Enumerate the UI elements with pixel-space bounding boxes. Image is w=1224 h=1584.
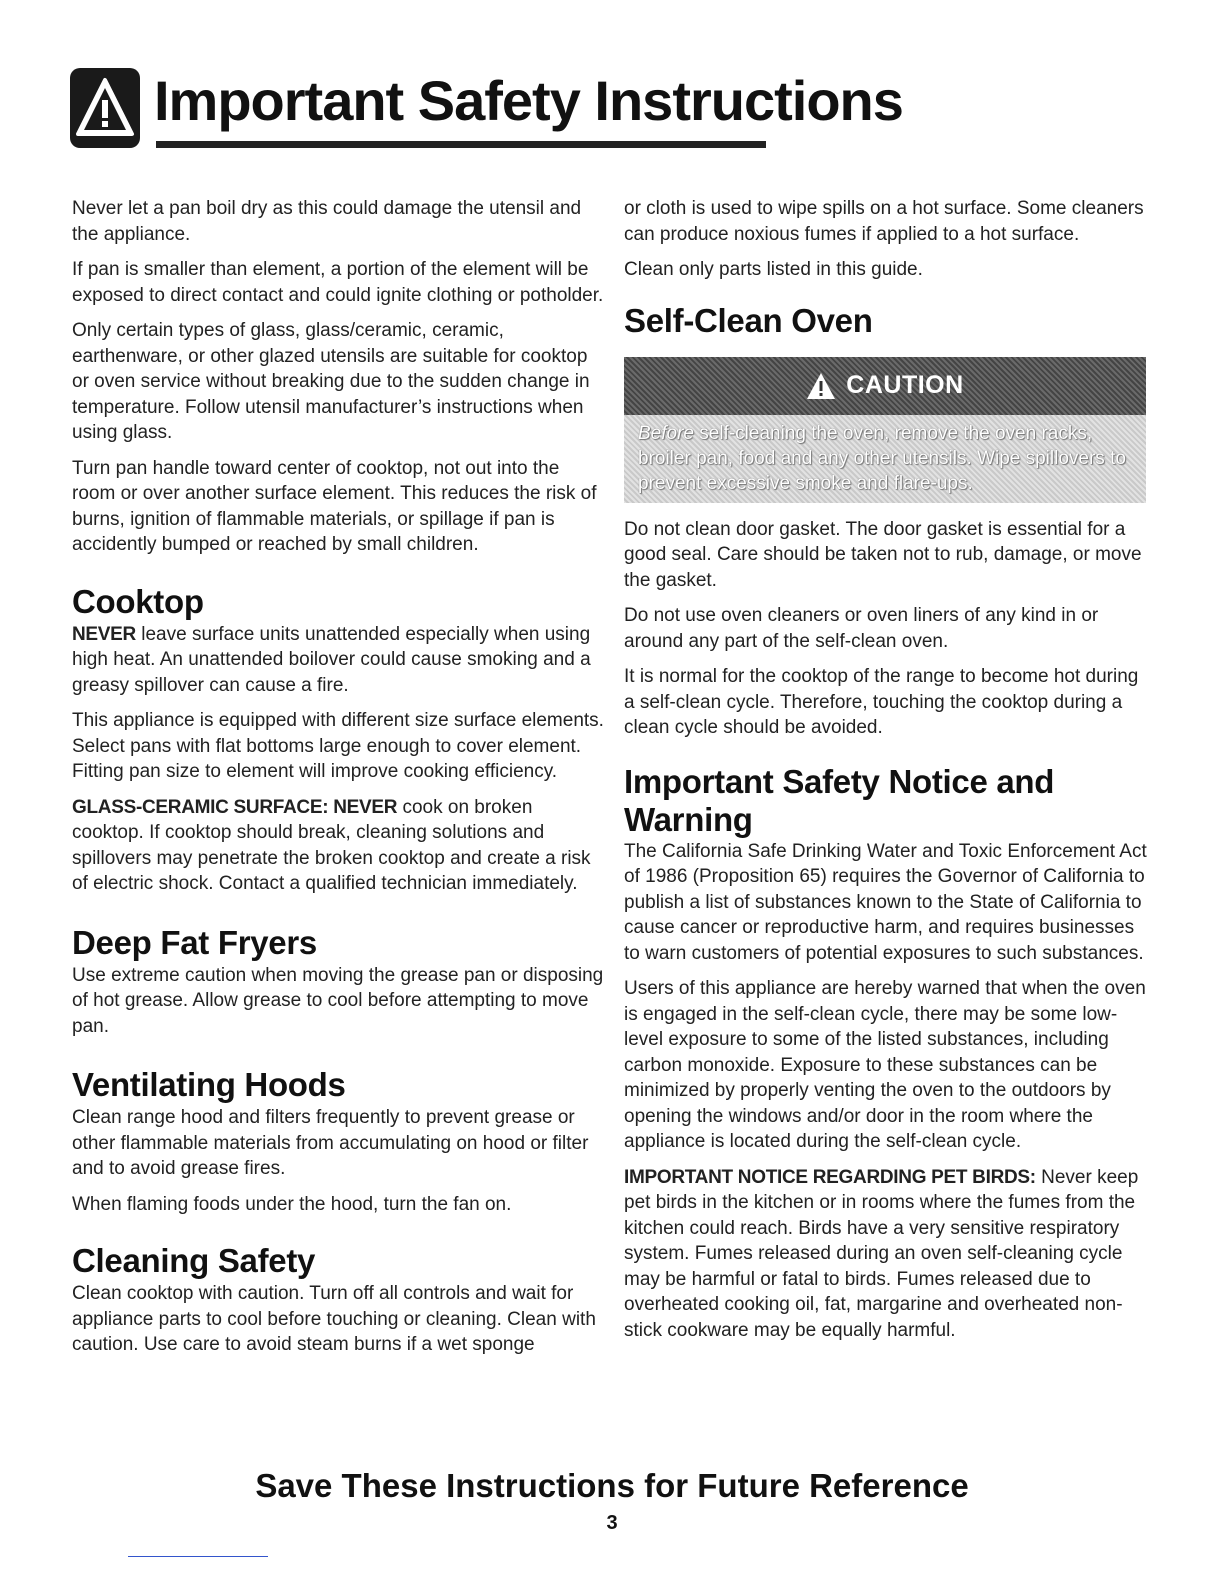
keyword: IMPORTANT NOTICE REGARDING PET BIRDS: <box>624 1166 1036 1188</box>
paragraph <box>624 1165 1148 1344</box>
paragraph: This appliance is equipped with different size surface elements. Select pans with flat bottoms large enough to cover element. Fitting pan size to element will improve cooking efficiency. <box>72 710 604 782</box>
paragraph-text: leave surface units unattended especially when using high heat. An unattended boilover could cause smoking and a greasy spillover can cause a fire. <box>72 623 591 696</box>
section-heading-self-clean-oven: Self-Clean Oven <box>624 301 873 339</box>
left-column <box>72 196 604 1358</box>
page-title: Important Safety Instructions <box>154 69 903 132</box>
page-number: 3 <box>606 1512 618 1534</box>
paragraph: It is normal for the cooktop of the range to become hot during a self-clean cycle. Therefore, touching the cooktop during a clean cycle should be avoided. <box>624 666 1139 738</box>
caution-box <box>624 357 1146 503</box>
paragraph: Clean only parts listed in this guide. <box>624 259 923 280</box>
paragraph: Never let a pan boil dry as this could damage the utensil and the appliance. <box>72 198 582 245</box>
paragraph-text: cook on broken cooktop. If cooktop should break, cleaning solutions and spillovers may penetrate the broken cooktop and create a risk of electric shock. Contact a qualified technician immediately. <box>72 796 591 894</box>
footer-reminder: Save These Instructions for Future Reference <box>255 1467 969 1504</box>
paragraph <box>72 795 604 897</box>
caution-header <box>624 357 1146 415</box>
keyword: GLASS-CERAMIC SURFACE: NEVER <box>72 796 398 818</box>
paragraph: Clean range hood and filters frequently to prevent grease or other flammable materials from accumulating on hood or filter and to avoid grease fires. <box>72 1107 589 1179</box>
caution-label: CAUTION <box>846 370 964 399</box>
section-heading-deep-fat-fryers: Deep Fat Fryers <box>72 923 317 961</box>
caution-emphasis: Before <box>638 422 694 444</box>
section-heading-safety-notice: Important Safety Notice and Warning <box>624 762 1055 838</box>
section-heading-cooktop: Cooktop <box>72 582 204 620</box>
paragraph: Do not clean door gasket. The door gasket is essential for a good seal. Care should be taken not to rub, damage, or move the gasket. <box>624 518 1142 591</box>
paragraph: Do not use oven cleaners or oven liners of any kind in or around any part of the self-clean oven. <box>624 605 1099 652</box>
section-heading-ventilating-hoods: Ventilating Hoods <box>72 1066 346 1103</box>
section-heading-cleaning-safety: Cleaning Safety <box>72 1242 316 1279</box>
paragraph-text: Never keep pet birds in the kitchen or in rooms where the fumes from the kitchen could reach. Birds have a very sensitive respiratory system. Fumes released during an oven self-cleaning cycle may be harmful or fatal to birds. Fumes released due to overheated cooking oil, fat, margarine and overheated non-stick cookware may be equally harmful. <box>624 1166 1139 1341</box>
paragraph: If pan is smaller than element, a portion of the element will be exposed to direct contact and could ignite clothing or potholder. <box>72 259 604 306</box>
paragraph <box>72 622 604 699</box>
paragraph: The California Safe Drinking Water and Toxic Enforcement Act of 1986 (Proposition 65) requires the Governor of California to publish a list of substances known to the State of California to cause cancer or reproductive harm, and requires businesses to warn customers of potential exposures to such substances. <box>624 840 1147 964</box>
right-column <box>624 196 1148 1343</box>
paragraph: When flaming foods under the hood, turn the fan on. <box>72 1193 512 1215</box>
warning-triangle-icon <box>70 68 140 148</box>
footnote-rule <box>128 1556 268 1557</box>
caution-triangle-icon <box>806 372 836 400</box>
keyword: NEVER <box>72 623 136 645</box>
paragraph: Turn pan handle toward center of cooktop, not out into the room or over another surface element. This reduces the risk of burns, ignition of flammable materials, or spillage if pan is accidently bumped or reached by small children. <box>72 457 597 555</box>
page-header <box>70 68 903 152</box>
paragraph: Use extreme caution when moving the grease pan or disposing of hot grease. Allow grease to cool before attempting to move pan. <box>72 964 604 1037</box>
caution-text <box>624 415 1146 496</box>
paragraph: Clean cooktop with caution. Turn off all controls and wait for appliance parts to cool before touching or cleaning. Clean with caution. Use care to avoid steam burns if a wet sponge <box>72 1283 596 1355</box>
paragraph: or cloth is used to wipe spills on a hot surface. Some cleaners can produce noxious fumes if applied to a hot surface. <box>624 198 1144 245</box>
paragraph: Only certain types of glass, glass/ceramic, ceramic, earthenware, or other glazed utensils are suitable for cooktop or oven service without breaking due to the sudden change in temperature. Follow utensil manufacturer’s instructions when using glass. <box>72 320 590 443</box>
caution-body: self-cleaning the oven, remove the oven racks, broiler pan, food and any other utensils. Wipe spillovers to prevent excessive smoke and flare-ups. <box>638 422 1126 494</box>
paragraph: Users of this appliance are hereby warned that when the oven is engaged in the self-clean cycle, there may be some low-level exposure to some of the listed substances, including carbon monoxide. Exposure to these substances can be minimized by properly venting the oven to the outdoors by opening the windows and/or door in the room where the appliance is located during the self-clean cycle. <box>624 978 1146 1152</box>
title-underline <box>156 141 766 148</box>
